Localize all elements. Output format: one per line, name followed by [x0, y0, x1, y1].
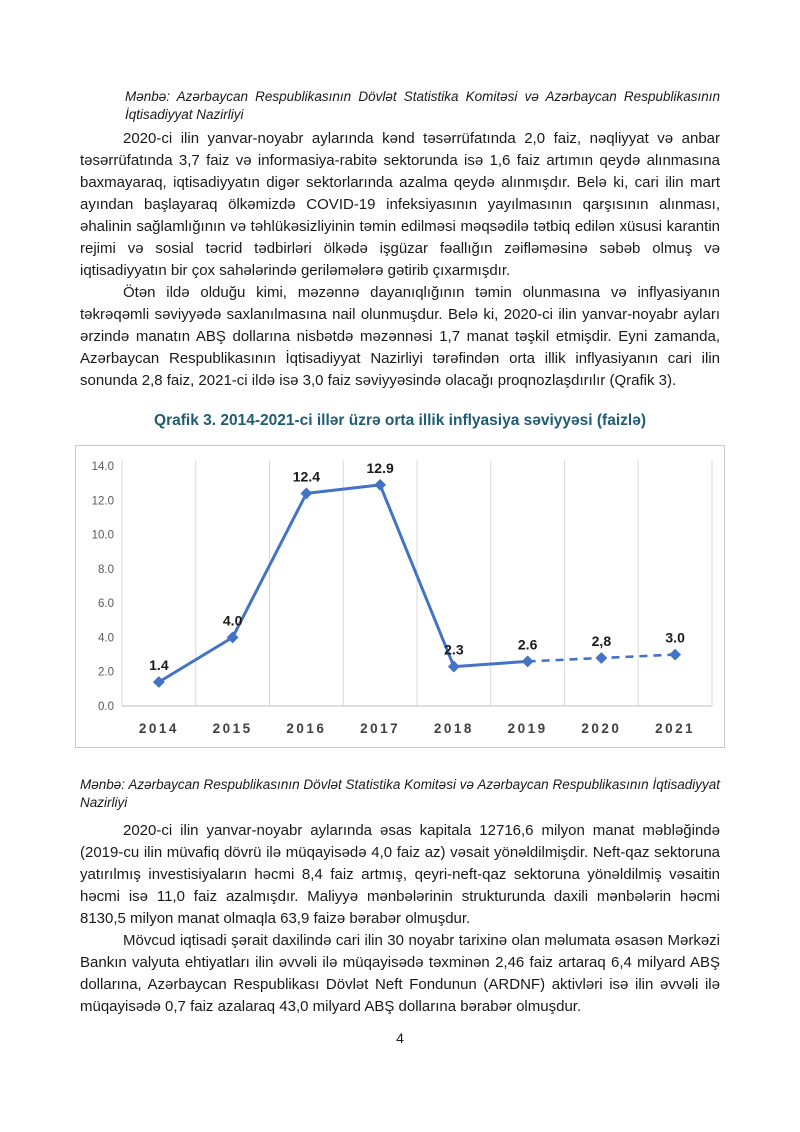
x-tick-label: 2020 [581, 721, 622, 736]
data-point-label: 12.4 [292, 468, 320, 485]
y-tick-label: 2.0 [98, 666, 114, 679]
data-point-label: 1.4 [149, 657, 169, 673]
y-tick-label: 4.0 [98, 632, 114, 645]
data-point-marker [596, 653, 606, 663]
data-point-label: 12.9 [366, 459, 394, 476]
y-tick-label: 10.0 [91, 529, 114, 542]
y-tick-label: 6.0 [98, 598, 114, 611]
data-point-label: 2,8 [591, 633, 612, 649]
data-point-label: 2.6 [517, 636, 538, 653]
x-tick-label: 2015 [212, 721, 253, 736]
data-point-marker [670, 649, 680, 659]
y-tick-label: 12.0 [91, 495, 114, 508]
data-point-marker [301, 488, 311, 498]
chart-canvas [76, 446, 724, 747]
x-tick-label: 2018 [433, 721, 474, 736]
x-tick-label: 2017 [360, 721, 401, 736]
data-point-label: 3.0 [665, 629, 685, 646]
x-tick-label: 2019 [507, 721, 548, 736]
x-tick-label: 2016 [286, 721, 327, 736]
paragraph-capital-investment: 2020-ci ilin yanvar-noyabr aylarında əsas kapitala 12716,6 milyon manat məbləğində (2019-cu ilin müvafiq dövrü ilə müqayisədə 4,0 faiz az) vəsait yönəldilmişdir. Neft-qaz sektoruna yatırılmış investisiyaların həcmi 8,4 faiz artmış, qeyri-neft-qaz sektoruna yönəldilmiş vəsaitin həcmi isə 11,0 faiz azalmışdır. Maliyyə mənbələrinin strukturunda daxili mənbələrin həcmi 8130,5 milyon manat olmaqla 63,9 faizə bərabər olmuşdur. [80, 822, 720, 927]
y-tick-label: 0.0 [98, 701, 114, 713]
source-note-top: Mənbə: Azərbaycan Respublikasının Dövlət Statistika Komitəsi və Azərbaycan Respublikasının İqtisadiyyat Nazirliyi [125, 89, 720, 122]
data-point-marker [449, 661, 459, 671]
data-point-marker [375, 480, 385, 490]
chart-title: Qrafik 3. 2014-2021-ci illər üzrə orta illik inflyasiya səviyyəsi (faizlə) [154, 412, 646, 429]
y-tick-label: 14.0 [91, 461, 114, 473]
paragraph-economy-sectors: 2020-ci ilin yanvar-noyabr aylarında kənd təsərrüfatında 2,0 faiz, nəqliyyat və anbar təsərrüfatında 3,7 faiz və informasiya-rabitə sektorunda isə 1,6 faiz artımın qeydə alınmasına baxmayaraq, iqtisadiyyatın digər sektorlarında azalma qeydə alınmışdır. Belə ki, cari ilin mart ayından başlayaraq ölkəmizdə COVID-19 infeksiyasının yayılmasının qarşısının alınması, əhalinin sağlamlığının və təhlükəsizliyinin təmin edilməsi məqsədilə tətbiq edilən xüsusi karantin rejimi və sosial təcrid tədbirləri ölkədə işgüzar fəallığın zəifləməsinə səbəb olmuş və iqtisadiyyatın bir çox sahələrində geriləmələrə gətirib çıxarmışdır. [80, 130, 720, 279]
paragraph-reserves: Mövcud iqtisadi şərait daxilində cari ilin 30 noyabr tarixinə olan məlumata əsasən Mərkəzi Bankın valyuta ehtiyatları ilin əvvəli ilə müqayisədə təxminən 2,46 faiz artaraq 6,4 milyard ABŞ dollarına, Azərbaycan Respublikası Dövlət Neft Fondunun (ARDNF) aktivləri isə ilin əvvəli ilə müqayisədə 0,7 faiz azalaraq 43,0 milyard ABŞ dollarına bərabər olmuşdur. [80, 932, 720, 1015]
source-note-bottom: Mənbə: Azərbaycan Respublikasının Dövlət Statistika Komitəsi və Azərbaycan Respublikasının İqtisadiyyat Nazirliyi [80, 777, 720, 810]
y-tick-label: 8.0 [98, 563, 114, 576]
data-point-label: 2.3 [444, 641, 464, 658]
data-point-label: 4.0 [222, 612, 243, 629]
paragraph-exchange-inflation: Ötən ildə olduğu kimi, məzənnə dayanıqlığının təmin olunmasına və inflyasiyanın təkrəqəmli səviyyədə saxlanılmasına nail olunmuşdur. Belə ki, 2020-ci ilin yanvar-noyabr ayları ərzində manatın ABŞ dollarına nisbətdə məzənnəsi 1,7 manat təşkil etmişdir. Eyni zamanda, Azərbaycan Respublikasının İqtisadiyyat Nazirliyi tərəfindən orta illik inflyasiyanın cari ilin sonunda 2,8 faiz, 2021-ci ildə isə 3,0 faiz səviyyəsində olacağı proqnozlaşdırılır (Qrafik 3). [80, 284, 720, 389]
x-tick-label: 2014 [138, 721, 179, 736]
data-point-marker [522, 656, 532, 666]
page-number: 4 [396, 1030, 404, 1046]
x-tick-label: 2021 [655, 721, 696, 736]
inflation-line-chart [75, 445, 725, 748]
